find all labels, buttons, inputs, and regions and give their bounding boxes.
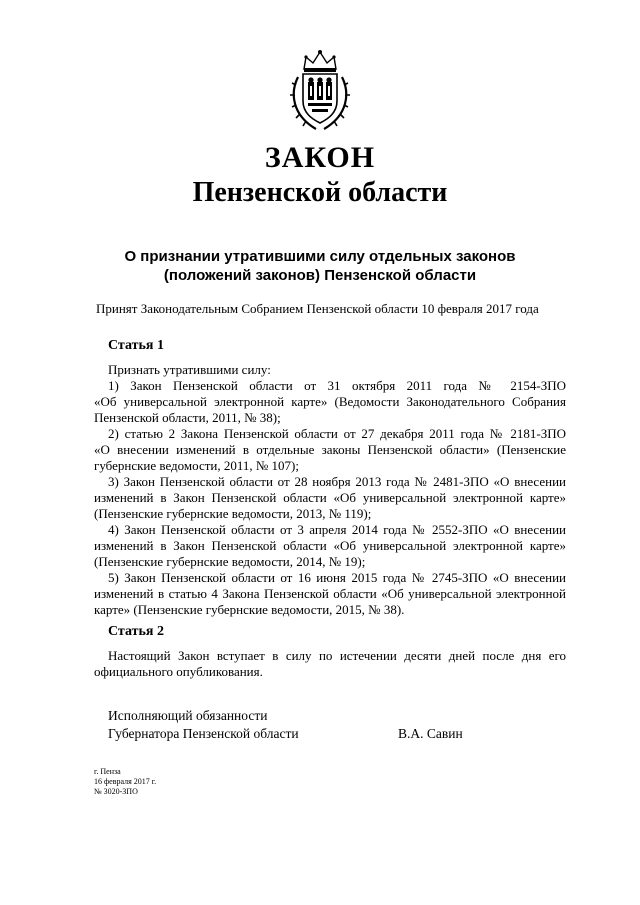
penza-coat-of-arms-icon (286, 49, 354, 131)
signatory-title: Губернатора Пензенской области (108, 726, 299, 741)
document-subtitle: Пензенской области (192, 177, 448, 208)
law-title (0, 247, 640, 285)
footer-date: 16 февраля 2017 г. (94, 777, 157, 786)
list-item-line: Пензенской области, 2011, № 38); (94, 410, 281, 425)
document-footer (94, 767, 156, 797)
list-item-line: 4) Закон Пензенской области от 3 апреля 2014 года № 2552-ЗПО «О внесении (108, 522, 566, 537)
list-item-line: 3) Закон Пензенской области от 28 ноября 2013 года № 2481-ЗПО «О внесении (108, 474, 566, 489)
list-item-line: изменений в Закон Пензенской области «Об универсальной электронной карте» (94, 538, 566, 553)
list-item-line: 1) Закон Пензенской области от 31 октября 2011 года № 2154-ЗПО (108, 378, 566, 393)
paragraph-line: официального опубликования. (94, 664, 263, 679)
list-item-line: «О внесении изменений в отдельные законы Пензенской области» (Пензенские (94, 442, 566, 457)
list-item-line: (Пензенские губернские ведомости, 2013, № 119); (94, 506, 372, 521)
list-item-line: губернские ведомости, 2011, № 107); (94, 458, 299, 473)
list-item-line: «Об универсальной электронной карте» (Ведомости Законодательного Собрания (94, 394, 566, 409)
list-item-line: изменений в статью 4 Закона Пензенской области «Об универсальной электронной (94, 586, 566, 601)
law-title-line: (положений законов) Пензенской области (163, 267, 477, 284)
list-item-line: карте» (Пензенские губернские ведомости, 2015, № 38). (94, 602, 405, 617)
list-item-line: 2) статью 2 Закона Пензенской области от 27 декабря 2011 года № 2181-ЗПО (108, 426, 566, 441)
footer-number: № 3020-ЗПО (94, 787, 138, 796)
signatory-name: В.А. Савин (398, 726, 463, 741)
article-1-intro: Признать утратившими силу: (108, 362, 271, 377)
list-item-line: 5) Закон Пензенской области от 16 июня 2015 года № 2745-ЗПО «О внесении (108, 570, 566, 585)
list-item-line: (Пензенские губернские ведомости, 2014, № 19); (94, 554, 366, 569)
paragraph-line: Настоящий Закон вступает в силу по истечении десяти дней после дня его (108, 648, 566, 663)
list-item-line: изменений в Закон Пензенской области «Об универсальной электронной карте» (94, 490, 566, 505)
article-1-heading: Статья 1 (108, 338, 164, 353)
signatory-block (108, 726, 463, 742)
document-title: ЗАКОН (264, 141, 376, 174)
signatory-position: Исполняющий обязанности (108, 708, 268, 723)
adoption-note: Принят Законодательным Собранием Пензенской области 10 февраля 2017 года (96, 301, 539, 316)
footer-city: г. Пенза (94, 767, 121, 776)
law-title-line: О признании утратившими силу отдельных законов (124, 248, 516, 265)
article-2-heading: Статья 2 (108, 624, 164, 639)
